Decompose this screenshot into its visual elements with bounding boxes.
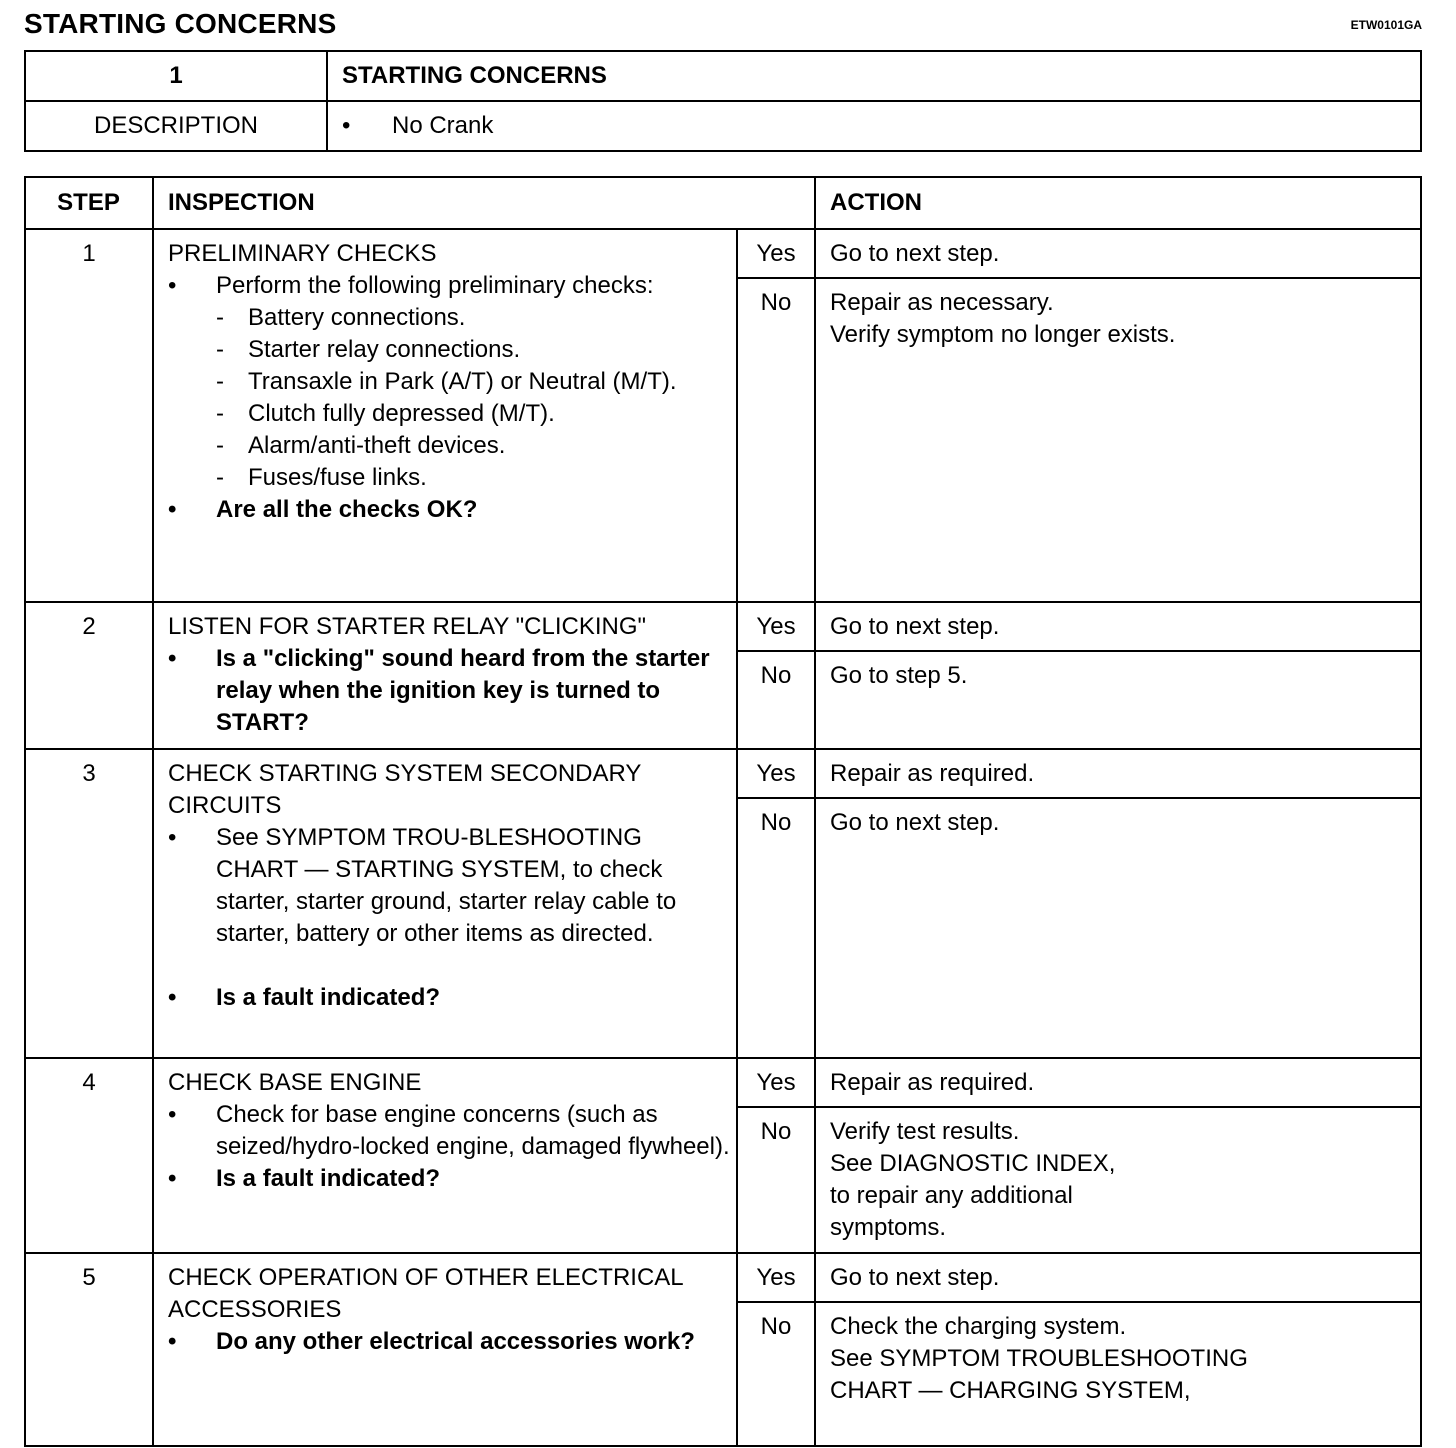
step-row [25, 229, 1421, 278]
spacer [168, 950, 730, 982]
no-action: Go to step 5. [815, 651, 1421, 749]
inspection-question [168, 643, 730, 739]
inspection-question [168, 1326, 730, 1358]
description-label: DESCRIPTION [25, 101, 327, 151]
step-heading: CHECK OPERATION OF OTHER ELECTRICAL ACCESSORIES [168, 1264, 683, 1323]
bullet-text: Perform the following preliminary checks: [216, 272, 654, 299]
yes-action: Repair as required. [815, 749, 1421, 798]
inspection-question [168, 1163, 730, 1195]
sub-item-text: Battery connections. [248, 304, 466, 331]
yes-label: Yes [737, 749, 815, 798]
concern-header-table [24, 50, 1422, 152]
step-row [25, 749, 1421, 798]
step-number: 2 [25, 602, 153, 749]
no-action [815, 1107, 1421, 1253]
step-row [25, 602, 1421, 651]
question-text: Do any other electrical accessories work? [216, 1328, 695, 1355]
action-line: Check the charging system. [830, 1313, 1127, 1340]
sub-item [168, 398, 730, 430]
bullet-marker: • [168, 984, 177, 1011]
no-action [815, 278, 1421, 602]
bullet-text: See SYMPTOM TROU-BLESHOOTING CHART — STARTING SYSTEM, to check starter, starter ground, starter relay cable to starter, battery or other items as directed. [216, 824, 677, 947]
question-text: Is a "clicking" sound heard from the starter relay when the ignition key is turned to START? [216, 645, 710, 736]
step-inspection [153, 602, 737, 749]
action-line: See DIAGNOSTIC INDEX, [830, 1150, 1116, 1177]
step-heading: LISTEN FOR STARTER RELAY "CLICKING" [168, 613, 647, 640]
step-number: 1 [25, 229, 153, 602]
sub-item [168, 430, 730, 462]
description-cell [327, 101, 1421, 151]
inspection-question [168, 494, 730, 526]
sub-item-text: Transaxle in Park (A/T) or Neutral (M/T). [248, 368, 677, 395]
yes-action: Repair as required. [815, 1058, 1421, 1107]
action-line: See SYMPTOM TROUBLESHOOTING [830, 1345, 1248, 1372]
step-row [25, 1058, 1421, 1107]
sub-item-text: Fuses/fuse links. [248, 464, 427, 491]
sub-item [168, 462, 730, 494]
yes-label: Yes [737, 1253, 815, 1302]
description-value: No Crank [392, 112, 494, 139]
inspection-bullet [168, 1099, 730, 1163]
bullet-text: Check for base engine concerns (such as seized/hydro-locked engine, damaged flywheel). [216, 1101, 730, 1160]
dash-marker: - [216, 304, 224, 331]
sub-item-text: Alarm/anti-theft devices. [248, 432, 506, 459]
no-label: No [737, 651, 815, 749]
concern-title: STARTING CONCERNS [327, 51, 1421, 101]
step-inspection [153, 1058, 737, 1253]
bullet-marker: • [168, 824, 177, 851]
step-number: 5 [25, 1253, 153, 1446]
dash-marker: - [216, 432, 224, 459]
bullet-marker: • [168, 1101, 177, 1128]
step-heading: CHECK STARTING SYSTEM SECONDARY CIRCUITS [168, 760, 641, 819]
step-heading: CHECK BASE ENGINE [168, 1069, 422, 1096]
step-inspection [153, 749, 737, 1058]
bullet-marker: • [168, 1328, 177, 1355]
yes-action: Go to next step. [815, 229, 1421, 278]
inspection-bullet [168, 270, 730, 302]
question-text: Is a fault indicated? [216, 1165, 441, 1192]
bullet-marker: • [168, 496, 177, 523]
column-header-inspection: INSPECTION [153, 177, 815, 229]
no-label: No [737, 798, 815, 1058]
question-text: Are all the checks OK? [216, 496, 478, 523]
no-label: No [737, 1302, 815, 1446]
header-title-row [25, 51, 1421, 101]
sub-item-text: Clutch fully depressed (M/T). [248, 400, 555, 427]
sub-item-text: Starter relay connections. [248, 336, 521, 363]
document-code: ETW0101GA [1350, 18, 1422, 32]
yes-label: Yes [737, 602, 815, 651]
yes-action: Go to next step. [815, 1253, 1421, 1302]
yes-label: Yes [737, 1058, 815, 1107]
yes-label: Yes [737, 229, 815, 278]
column-header-step: STEP [25, 177, 153, 229]
bullet-marker: • [168, 272, 177, 299]
sub-item [168, 334, 730, 366]
step-inspection [153, 229, 737, 602]
step-number: 3 [25, 749, 153, 1058]
inspection-bullet [168, 822, 730, 950]
yes-action: Go to next step. [815, 602, 1421, 651]
action-line: to repair any additional [830, 1182, 1073, 1209]
step-number: 4 [25, 1058, 153, 1253]
column-header-action: ACTION [815, 177, 1421, 229]
action-line: Verify symptom no longer exists. [830, 321, 1176, 348]
step-inspection [153, 1253, 737, 1446]
concern-number: 1 [25, 51, 327, 101]
dash-marker: - [216, 336, 224, 363]
no-label: No [737, 278, 815, 602]
header-description-row [25, 101, 1421, 151]
no-label: No [737, 1107, 815, 1253]
question-text: Is a fault indicated? [216, 984, 441, 1011]
no-action [815, 1302, 1421, 1446]
dash-marker: - [216, 464, 224, 491]
no-action: Go to next step. [815, 798, 1421, 1058]
column-header-row [25, 177, 1421, 229]
bullet-marker: • [342, 112, 351, 139]
action-line: symptoms. [830, 1214, 947, 1241]
step-heading: PRELIMINARY CHECKS [168, 240, 437, 267]
action-line: CHART — CHARGING SYSTEM, [830, 1377, 1191, 1404]
dash-marker: - [216, 400, 224, 427]
action-line: Repair as necessary. [830, 289, 1054, 316]
diagnostic-steps-table [24, 176, 1422, 1447]
bullet-marker: • [168, 645, 177, 672]
inspection-question [168, 982, 730, 1014]
sub-item [168, 366, 730, 398]
page-title: STARTING CONCERNS [24, 8, 337, 39]
action-line: Verify test results. [830, 1118, 1020, 1145]
step-row [25, 1253, 1421, 1302]
sub-item [168, 302, 730, 334]
bullet-marker: • [168, 1165, 177, 1192]
dash-marker: - [216, 368, 224, 395]
